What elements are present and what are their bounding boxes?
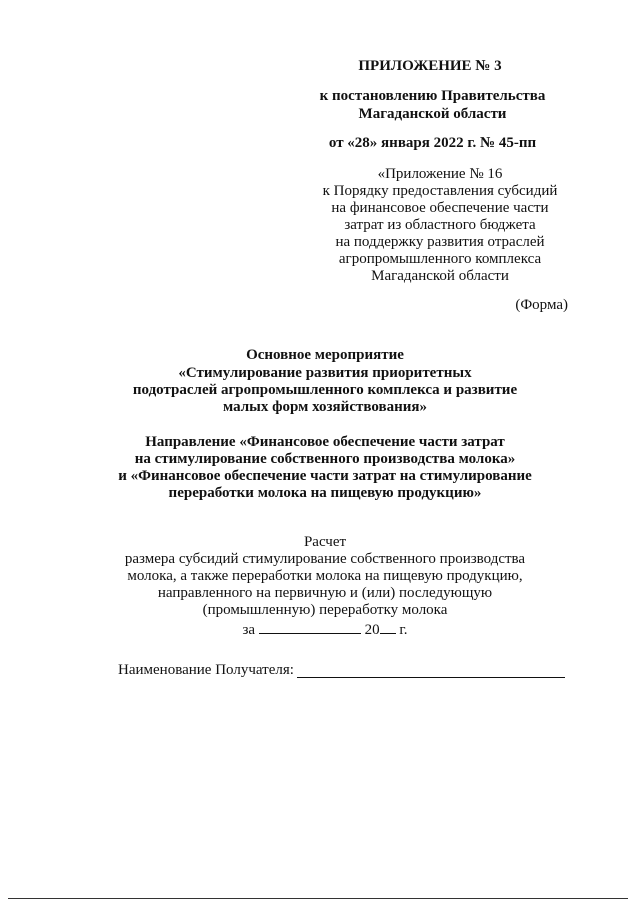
direction-line: Направление «Финансовое обеспечение части затрат — [145, 434, 505, 450]
appendix16-line: «Приложение № 16 — [377, 166, 503, 182]
form-label: (Форма) — [515, 297, 568, 313]
appendix16-line: Магаданской области — [371, 268, 509, 284]
period-year: 20 — [364, 622, 380, 638]
calculation-line: (промышленную) переработку молока — [202, 602, 448, 618]
calculation-line: молока, а также переработки молока на пищевую продукцию, — [127, 568, 523, 584]
period-blank-field[interactable] — [259, 620, 361, 634]
direction-line: переработки молока на пищевую продукцию» — [168, 485, 482, 501]
appendix16-line: затрат из областного бюджета — [344, 217, 536, 233]
year-blank-field[interactable] — [380, 620, 396, 634]
calculation-title: Расчет — [303, 534, 347, 550]
appendix-to-line-1: к постановлению Правительства — [319, 88, 546, 104]
period-suffix: г. — [399, 622, 408, 638]
appendix-to-line-2: Магаданской области — [358, 106, 507, 122]
main-event-line: «Стимулирование развития приоритетных — [178, 365, 472, 381]
appendix-title: ПРИЛОЖЕНИЕ № 3 — [358, 58, 502, 74]
recipient-name-field[interactable] — [297, 677, 565, 678]
direction-line: на стимулирование собственного производства молока» — [134, 451, 516, 467]
calculation-period — [60, 620, 590, 639]
direction-line: и «Финансовое обеспечение части затрат на стимулирование — [118, 468, 532, 484]
period-prefix: за — [242, 622, 256, 638]
recipient-label: Наименование Получателя: — [118, 662, 294, 678]
footer-divider — [8, 898, 628, 899]
appendix-date: от «28» января 2022 г. № 45-пп — [328, 135, 537, 151]
main-event-heading: Основное мероприятие — [246, 347, 404, 363]
appendix16-line: агропромышленного комплекса — [338, 251, 542, 267]
main-event-line: подотраслей агропромышленного комплекса и развитие — [132, 382, 518, 398]
main-event-line: малых форм хозяйствования» — [223, 399, 427, 415]
appendix16-line: к Порядку предоставления субсидий — [322, 183, 558, 199]
appendix16-line: на поддержку развития отраслей — [335, 234, 545, 250]
calculation-line: направленного на первичную и (или) последующую — [157, 585, 493, 601]
calculation-line: размера субсидий стимулирование собственного производства — [124, 551, 526, 567]
appendix16-line: на финансовое обеспечение части — [331, 200, 549, 216]
